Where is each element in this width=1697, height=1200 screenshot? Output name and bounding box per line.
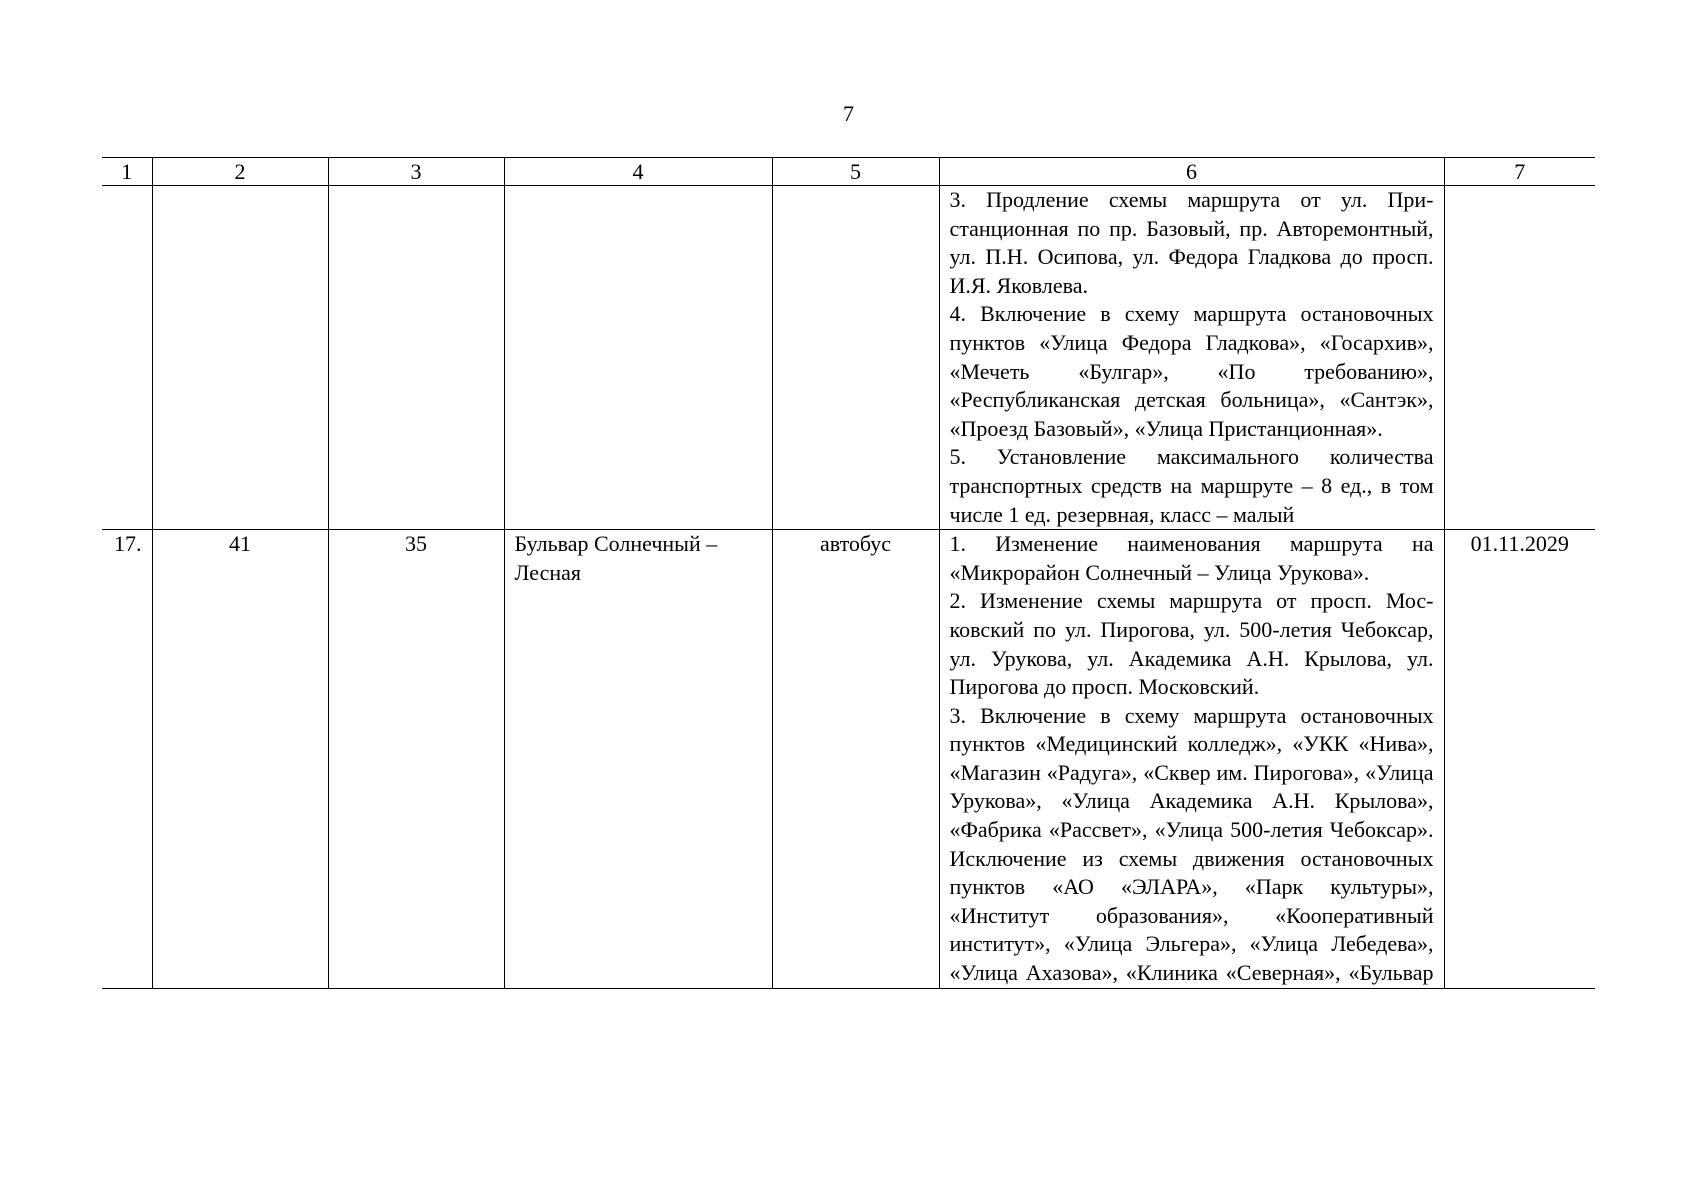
- changes-description: [939, 530, 1444, 989]
- change-item: 1. Изменение наименования маршрута на «Микрорайон Солнечный – Улица Урукова».: [949, 531, 1434, 585]
- transport-type: [772, 186, 939, 530]
- change-item: 4. Включение в схему маршрута остановочных пунктов «Улица Федора Гладкова», «Госархив», «Мечеть «Булгар», «По требованию», «Республиканская детская больница», «Сантэк», «Проезд Базовый», «Улица Пристанционная».: [949, 301, 1434, 441]
- change-item: 5. Установление максимального количества транспортных средств на маршруте – 8 ед., в том числе 1 ед. резервная, класс – малый: [949, 444, 1434, 527]
- transport-type: автобус: [772, 530, 939, 989]
- change-item: 3. Продление схемы маршрута от ул. Пристанционная по пр. Базовый, пр. Авторемонтный, ул. П.Н. Осипова, ул. Федора Гладкова до просп. И.Я. Яковлева.: [949, 187, 1434, 298]
- column-header-4: 4: [504, 158, 772, 186]
- table-row: [102, 186, 1595, 530]
- row-number: [102, 186, 152, 530]
- column-header-5: 5: [772, 158, 939, 186]
- table-row: [102, 530, 1595, 989]
- column-header-2: 2: [152, 158, 328, 186]
- cell-col2: [152, 186, 328, 530]
- column-header-1: 1: [102, 158, 152, 186]
- column-header-3: 3: [328, 158, 504, 186]
- column-header-7: 7: [1444, 158, 1595, 186]
- page-number: 7: [843, 101, 854, 126]
- column-number-row: [102, 158, 1595, 186]
- cell-col2: 41: [152, 530, 328, 989]
- change-item: 2. Изменение схемы маршрута от просп. Московский по ул. Пирогова, ул. 500-летия Чебоксар, ул. Урукова, ул. Академика А.Н. Крылова, ул. Пирогова до просп. Московский.: [949, 588, 1434, 700]
- route-name: [504, 186, 772, 530]
- change-item: 3. Включение в схему маршрута остановочных пунктов «Медицинский колледж», «УКК «Нива», «Магазин «Радуга», «Сквер им. Пирогова», «Улица Урукова», «Улица Академика А.Н. Крылова», «Фабрика «Рассвет», «Улица 500-летия Чебоксар». Исключение из схемы движения остановочных пунктов «АО «ЭЛАРА», «Парк культуры», «Институт образования», «Кооперативный институт», «Улица Эльгера», «Улица Лебедева», «Улица Ахазова», «Клиника «Северная», «Бульвар: [949, 702, 1434, 986]
- cell-col3: [328, 186, 504, 530]
- row-number: 17.: [102, 530, 152, 989]
- routes-table: [102, 157, 1595, 989]
- effective-date: [1444, 186, 1595, 530]
- route-name: Бульвар Солнечный – Лесная: [504, 530, 772, 989]
- changes-description: [939, 186, 1444, 530]
- column-header-6: 6: [939, 158, 1444, 186]
- cell-col3: 35: [328, 530, 504, 989]
- effective-date: 01.11.2029: [1444, 530, 1595, 989]
